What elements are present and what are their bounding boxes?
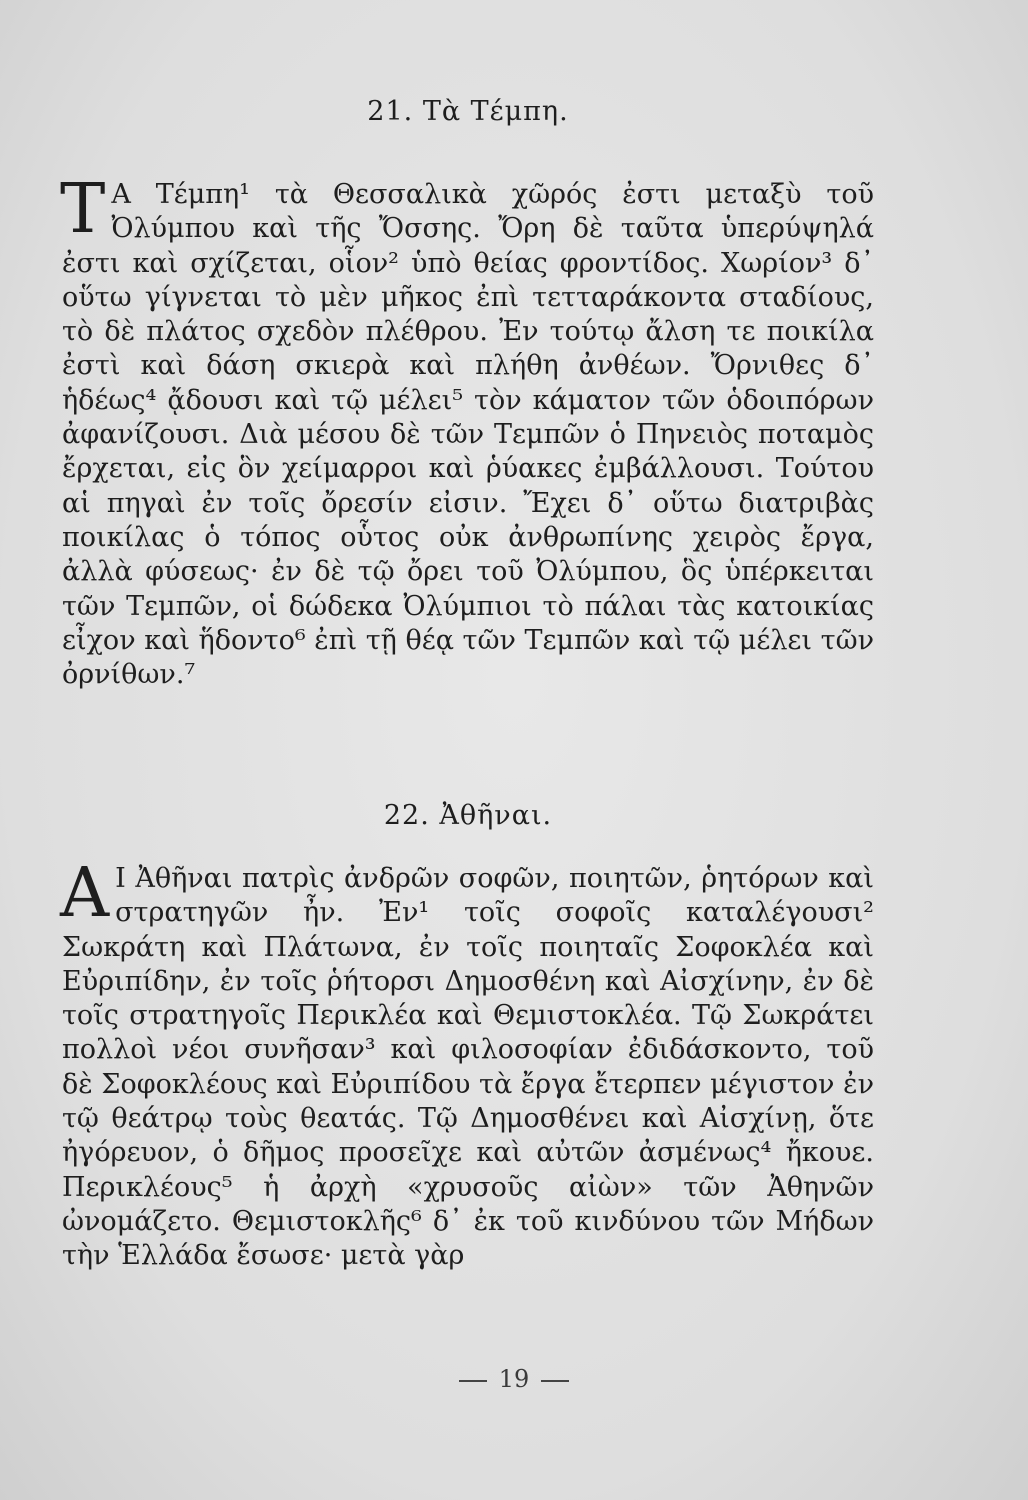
footer-dash-left	[459, 1380, 487, 1382]
section-body-athens	[60, 854, 874, 1274]
paragraph-tempe	[60, 170, 874, 692]
paragraph-text-tempe: Α Τέμπη¹ τὰ Θεσσαλικὰ χῶρός ἐστι μεταξὺ τοῦ Ὀλύμπου καὶ τῆς Ὄσσης. Ὄρη δὲ ταῦτα ὑπερύψηλά ἐστι καὶ σχίζεται, οἷον² ὑπὸ θείας φροντίδος. Χωρίον³ δ᾿ οὕτω γίγνεται τὸ μὲν μῆκος ἐπὶ τετταράκοντα σταδίους, τὸ δὲ πλάτος σχεδὸν πλέθρου. Ἐν τούτῳ ἄλση τε ποικίλα ἐστὶ καὶ δάση σκιερὰ καὶ πλήθη ἀνθέων. Ὄρνιθες δ᾿ ἡδέως⁴ ᾄδουσι καὶ τῷ μέλει⁵ τὸν κάματον τῶν ὁδοιπόρων ἀφανίζουσι. Διὰ μέσου δὲ τῶν Τεμπῶν ὁ Πηνειὸς ποταμὸς ἔρχεται, εἰς ὃν χείμαρροι καὶ ῥύακες ἐμβάλλουσι. Τούτου αἱ πηγαὶ ἐν τοῖς ὄρεσίν εἰσιν. Ἔχει δ᾿ οὕτω διατριβὰς ποικίλας ὁ τόπος οὗτος οὐκ ἀνθρωπίνης χειρὸς ἔργα, ἀλλὰ φύσεως· ἐν δὲ τῷ ὄρει τοῦ Ὀλύμπου, ὃς ὑπέρκειται τῶν Τεμπῶν, οἱ δώδεκα Ὀλύμπιοι τὸ πάλαι τὰς κατοικίας εἶχον καὶ ἥδοντο⁶ ἐπὶ τῇ θέᾳ τῶν Τεμπῶν καὶ τῷ μέλει τῶν ὀρνίθων.⁷	[62, 179, 874, 691]
footer-dash-right	[541, 1380, 569, 1382]
paragraph-athens	[60, 854, 874, 1274]
page-number: 19	[498, 1365, 530, 1393]
section-body-tempe	[60, 170, 874, 692]
section-title-athens: 22. Ἀθῆναι.	[383, 800, 553, 831]
dropcap-tempe: T	[60, 170, 106, 249]
section-title-tempe: 21. Τὰ Τέμπη.	[367, 96, 569, 127]
dropcap-athens: A	[60, 854, 110, 933]
paragraph-text-athens: Ι Ἀθῆναι πατρὶς ἀνδρῶν σοφῶν, ποιητῶν, ῥητόρων καὶ στρατηγῶν ἦν. Ἐν¹ τοῖς σοφοῖς καταλέγουσι² Σωκράτη καὶ Πλάτωνα, ἐν τοῖς ποιηταῖς Σοφοκλέα καὶ Εὐριπίδην, ἐν τοῖς ῥήτορσι Δημοσθένη καὶ Αἰσχίνην, ἐν δὲ τοῖς στρατηγοῖς Περικλέα καὶ Θεμιστοκλέα. Τῷ Σωκράτει πολλοὶ νέοι συνῆσαν³ καὶ φιλοσοφίαν ἐδιδάσκοντο, τοῦ δὲ Σοφοκλέους καὶ Εὐριπίδου τὰ ἔργα ἔτερπεν μέγιστον ἐν τῷ θεάτρῳ τοὺς θεατάς. Τῷ Δημοσθένει καὶ Αἰσχίνῃ, ὅτε ἠγόρευον, ὁ δῆμος προσεῖχε καὶ αὐτῶν ἀσμένως⁴ ἤκουε. Περικλέους⁵ ἡ ἀρχὴ «χρυσοῦς αἰὼν» τῶν Ἀθηνῶν ὠνομάζετο. Θεμιστοκλῆς⁶ δ᾿ ἐκ τοῦ κινδύνου τῶν Μήδων τὴν Ἑλλάδα ἔσωσε· μετὰ γὰρ	[62, 863, 874, 1272]
page-footer	[0, 1365, 1028, 1393]
